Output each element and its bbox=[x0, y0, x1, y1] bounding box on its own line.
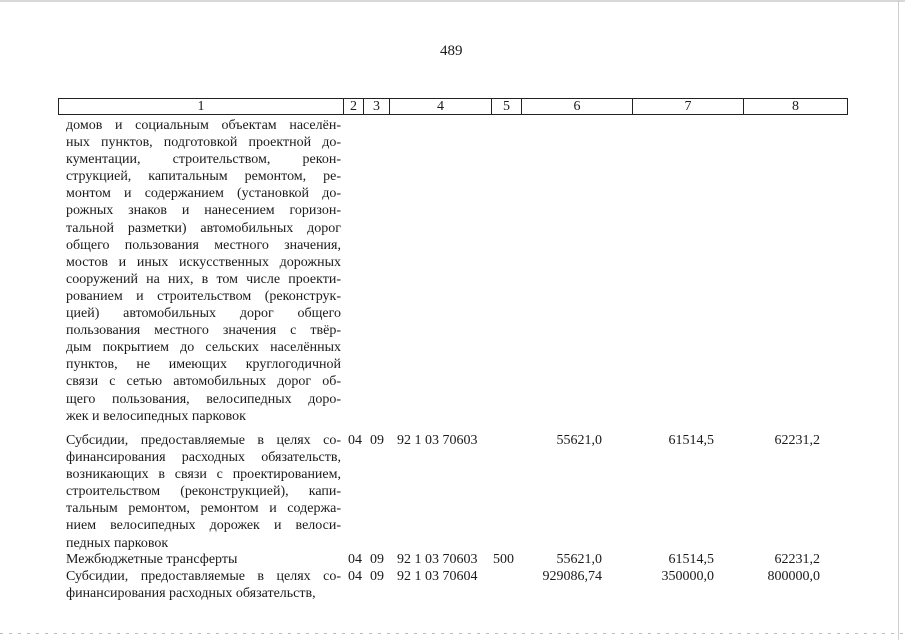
text-line: кументации, строительством, рекон- bbox=[66, 152, 341, 168]
row-2-subsection-code: 09 bbox=[370, 552, 384, 567]
text-line: пунктов, не имеющих круглогодичной bbox=[66, 357, 341, 373]
text-line: педных парковок bbox=[66, 535, 169, 551]
text-line: Субсидии, предоставляемые в целях со- bbox=[66, 569, 341, 584]
scan-edge-right bbox=[898, 0, 899, 640]
scan-edge-bottom bbox=[0, 633, 905, 634]
text-line: общего пользования местного значения, bbox=[66, 237, 341, 253]
row-3-amount-6: 929086,74 bbox=[542, 569, 602, 584]
text-line: дым покрытием до сельских населённых bbox=[66, 340, 341, 356]
table-header-row bbox=[58, 98, 848, 115]
column-header-4: 4 bbox=[389, 99, 491, 114]
column-header-5: 5 bbox=[491, 99, 521, 114]
text-line: пользования местного значения с твёр- bbox=[66, 323, 341, 339]
text-line: струкцией, капитальным ремонтом, ре- bbox=[66, 169, 341, 185]
text-line: рованием и строительством (реконструк- bbox=[66, 288, 341, 304]
row-3-target-code: 92 1 03 70604 bbox=[397, 569, 478, 584]
row-3-amount-7: 350000,0 bbox=[661, 569, 714, 584]
table-row-1-description bbox=[66, 432, 341, 552]
row-1-amount-6: 55621,0 bbox=[556, 433, 602, 448]
row-2-amount-6: 55621,0 bbox=[556, 552, 602, 567]
text-line: связи с сетью автомобильных дорог об- bbox=[66, 374, 341, 390]
text-line: строительством (реконструкцией), капи- bbox=[66, 484, 341, 500]
row-1-amount-7: 61514,5 bbox=[668, 433, 714, 448]
row-1-section-code: 04 bbox=[348, 433, 362, 448]
text-line: Субсидии, предоставляемые в целях со- bbox=[66, 433, 341, 448]
row-3-subsection-code: 09 bbox=[370, 569, 384, 584]
text-line: рожных знаков и нанесением горизон- bbox=[66, 203, 341, 219]
row-3-section-code: 04 bbox=[348, 569, 362, 584]
row-1-target-code: 92 1 03 70603 bbox=[397, 433, 478, 448]
text-line: финансирования расходных обязательств, bbox=[66, 450, 341, 466]
text-line: нием велосипедных дорожек и велоси- bbox=[66, 518, 341, 534]
column-header-8: 8 bbox=[743, 99, 847, 114]
table-row-3-description bbox=[66, 568, 341, 602]
row-3-amount-8: 800000,0 bbox=[767, 569, 820, 584]
row-1-subsection-code: 09 bbox=[370, 433, 384, 448]
row-2-section-code: 04 bbox=[348, 552, 362, 567]
row-2-target-code: 92 1 03 70603 bbox=[397, 552, 478, 567]
text-line: возникающих в связи с проектированием, bbox=[66, 467, 341, 483]
row-2-amount-8: 62231,2 bbox=[774, 552, 820, 567]
column-header-2: 2 bbox=[343, 99, 363, 114]
table-row-2-description bbox=[66, 551, 341, 568]
text-line: тальным ремонтом, ремонтом и содержа- bbox=[66, 501, 341, 517]
text-line: щего пользования, велосипедных доро- bbox=[66, 391, 341, 407]
row-2-amount-7: 61514,5 bbox=[668, 552, 714, 567]
column-header-3: 3 bbox=[363, 99, 389, 114]
column-header-7: 7 bbox=[632, 99, 743, 114]
text-line: Межбюджетные трансферты bbox=[66, 552, 238, 567]
text-line: жек и велосипедных парковок bbox=[66, 408, 246, 424]
column-header-1: 1 bbox=[197, 99, 205, 114]
continuation-text bbox=[66, 117, 341, 425]
text-line: ных пунктов, подготовкой проектной до- bbox=[66, 135, 341, 151]
text-line: монтом и содержанием (установкой до- bbox=[66, 186, 341, 202]
page-number: 489 bbox=[440, 43, 463, 59]
scan-edge-top bbox=[0, 0, 905, 2]
row-2-expense-type: 500 bbox=[493, 552, 514, 567]
column-header-6: 6 bbox=[521, 99, 632, 114]
text-line: домов и социальным объектам населён- bbox=[66, 118, 341, 133]
text-line: мостов и иных искусственных дорожных bbox=[66, 254, 341, 270]
text-line: сооружений на них, в том числе проекти- bbox=[66, 271, 341, 287]
text-line: тальной разметки) автомобильных дорог bbox=[66, 220, 341, 236]
row-1-amount-8: 62231,2 bbox=[774, 433, 820, 448]
text-line: цией) автомобильных дорог общего bbox=[66, 306, 341, 322]
text-line: финансирования расходных обязательств, bbox=[66, 586, 316, 602]
